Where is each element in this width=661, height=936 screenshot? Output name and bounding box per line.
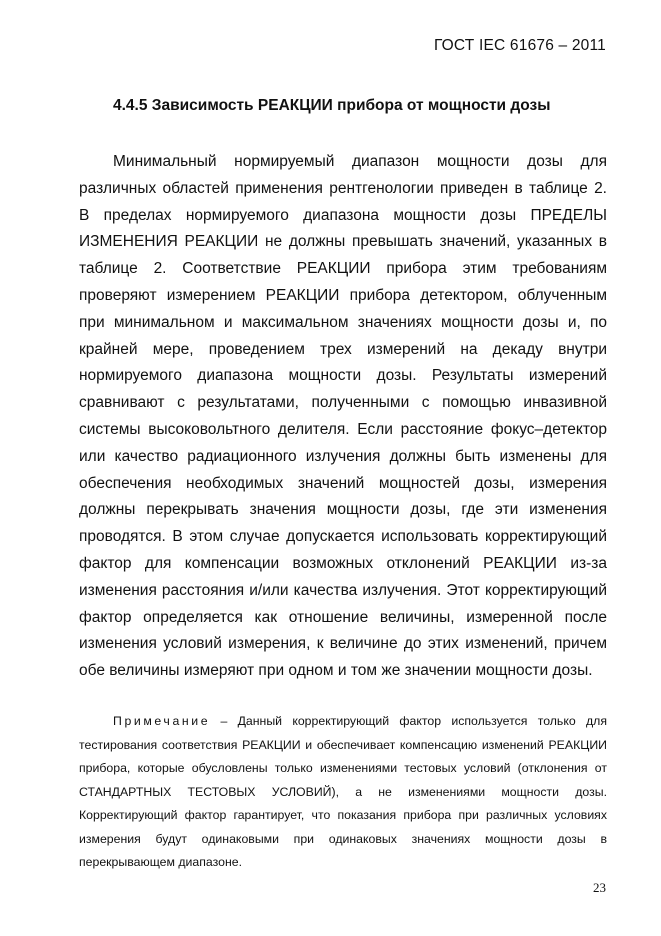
page-number: 23 [593, 880, 606, 895]
note-text: – Данный корректирующий фактор используется только для тестирования соответствия РЕАКЦИИ и обеспечивает компенсацию изменений РЕАКЦИИ прибора, которые обусловлены только изменениями тестовых условий (отклонения от СТАНДАРТНЫХ ТЕСТОВЫХ УСЛОВИЙ), а не изменениями мощности дозы. Корректирующий фактор гарантирует, что показания прибора при различных условиях измерения будут одинаковыми при одинаковых значениях мощности дозы в перекрывающем диапазоне. [79, 714, 607, 869]
note-label: Примечание [113, 714, 211, 728]
body-paragraph: Минимальный нормируемый диапазон мощности дозы для различных областей применения рентгенологии приведен в таблице 2. В пределах нормируемого диапазона мощности дозы ПРЕДЕЛЫ ИЗМЕНЕНИЯ РЕАКЦИИ не должны превышать значений, указанных в таблице 2. Соответствие РЕАКЦИИ прибора этим требованиям проверяют измерением РЕАКЦИИ прибора детектором, облученным при минимальном и максимальном значениях мощности дозы и, по крайней мере, проведением трех измерений на декаду внутри нормируемого диапазона мощности дозы. Результаты измерений сравнивают с результатами, полученными с помощью инвазивной системы высоковольтного делителя. Если расстояние фокус–детектор или качество радиационного излучения должны быть изменены для обеспечения необходимых значений мощностей дозы, измерения должны перекрывать значения мощности дозы, где эти изменения проводятся. В этом случае допускается использовать корректирующий фактор для компенсации возможных отклонений РЕАКЦИИ из-за изменения расстояния и/или качества излучения. Этот корректирующий фактор определяется как отношение величины, измеренной после изменения условий измерения, к величине до этих изменений, причем обе величины измеряют при одном и том же значении мощности дозы. [79, 153, 607, 680]
section-title: 4.4.5 Зависимость РЕАКЦИИ прибора от мощности дозы [113, 97, 551, 114]
document-standard-header: ГОСТ IEC 61676 – 2011 [433, 37, 606, 54]
note-paragraph [79, 710, 607, 875]
